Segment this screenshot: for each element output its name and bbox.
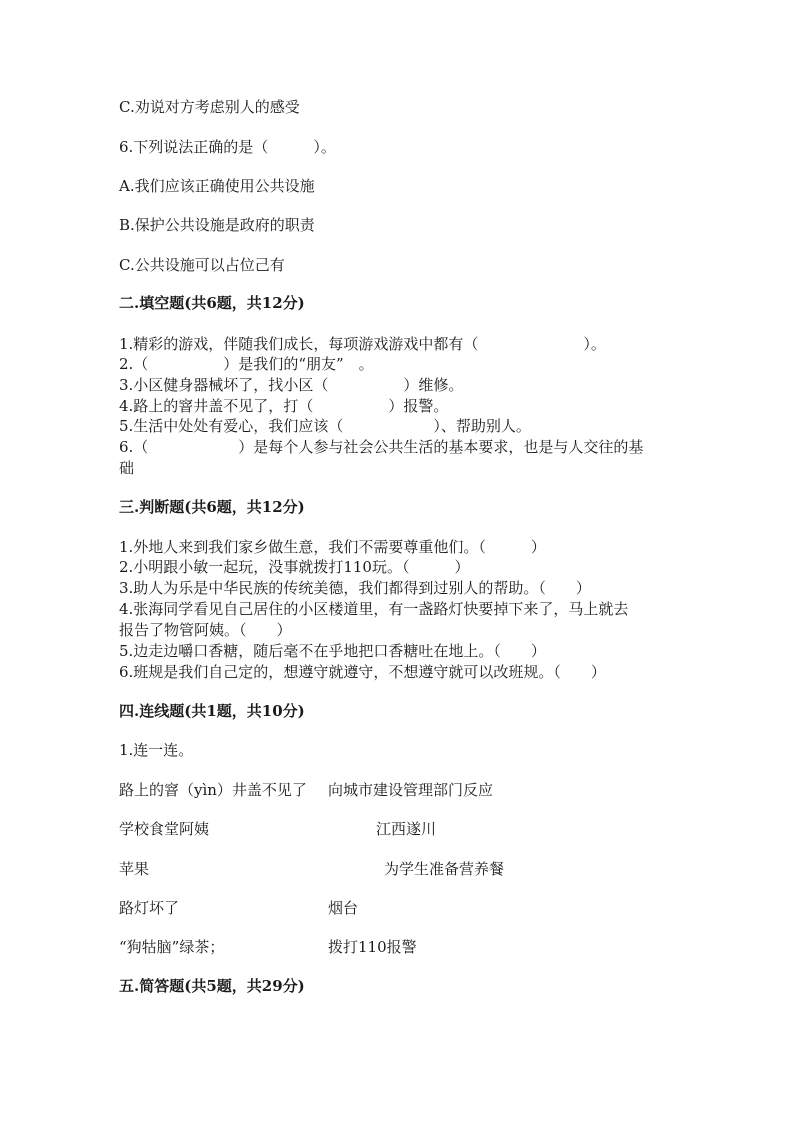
fill-item-6: 6.（ ）是每个人参与社会公共生活的基本要求，也是与人交往的基 [119, 438, 644, 456]
judge-item-3: 3.助人为乐是中华民族的传统美德，我们都得到过别人的帮助。（ ） [119, 579, 591, 597]
section3-heading: 三.判断题(共6题，共12分) [119, 498, 305, 516]
judge-item-4: 4.张海同学看见自己居住的小区楼道里，有一盏路灯快要掉下来了，马上就去 [119, 600, 629, 618]
fill-item-6-cont: 础 [119, 459, 135, 477]
q6-option-c: C.公共设施可以占位己有 [119, 256, 285, 274]
match-stem: 1.连一连。 [119, 741, 194, 759]
match-right-2: 江西遂川 [376, 820, 437, 838]
fill-item-2: 2.（ ）是我们的“朋友” 。 [119, 355, 374, 373]
match-left-5: “狗牯脑”绿茶； [119, 938, 225, 956]
judge-item-4-cont: 报告了物管阿姨。（ ） [119, 621, 292, 639]
judge-item-1: 1.外地人来到我们家乡做生意，我们不需要尊重他们。（ ） [119, 538, 546, 556]
match-right-4: 烟台 [328, 899, 359, 917]
section5-heading: 五.简答题(共5题，共29分) [119, 977, 305, 995]
fill-item-5: 5.生活中处处有爱心，我们应该（ ）、帮助别人。 [119, 417, 531, 435]
fill-item-4: 4.路上的窨井盖不见了，打（ ）报警。 [119, 397, 449, 415]
q5-option-c: C.劝说对方考虑别人的感受 [119, 98, 300, 116]
match-right-5: 拨打110报警 [328, 938, 417, 956]
fill-item-3: 3.小区健身器械坏了，找小区（ ）维修。 [119, 376, 464, 394]
judge-item-2: 2.小明跟小敏一起玩，没事就拨打110玩。（ ） [119, 558, 470, 576]
fill-item-1: 1.精彩的游戏，伴随我们成长，每项游戏游戏中都有（ ）。 [119, 335, 606, 353]
section4-heading: 四.连线题(共1题，共10分) [119, 702, 305, 720]
q6-stem: 6.下列说法正确的是（ ）。 [119, 138, 336, 156]
match-left-1: 路上的窨（yìn）井盖不见了 [119, 781, 307, 799]
q6-option-b: B.保护公共设施是政府的职责 [119, 216, 315, 234]
match-right-3: 为学生准备营养餐 [384, 860, 505, 878]
match-left-2: 学校食堂阿姨 [119, 820, 210, 838]
match-right-1: 向城市建设管理部门反应 [328, 781, 494, 799]
q6-option-a: A.我们应该正确使用公共设施 [119, 177, 315, 195]
match-left-3: 苹果 [119, 860, 150, 878]
match-left-4: 路灯坏了 [119, 899, 180, 917]
section2-heading: 二.填空题(共6题，共12分) [119, 294, 305, 312]
judge-item-6: 6.班规是我们自己定的，想遵守就遵守，不想遵守就可以改班规。（ ） [119, 663, 606, 681]
judge-item-5: 5.边走边嚼口香糖，随后毫不在乎地把口香糖吐在地上。（ ） [119, 642, 546, 660]
